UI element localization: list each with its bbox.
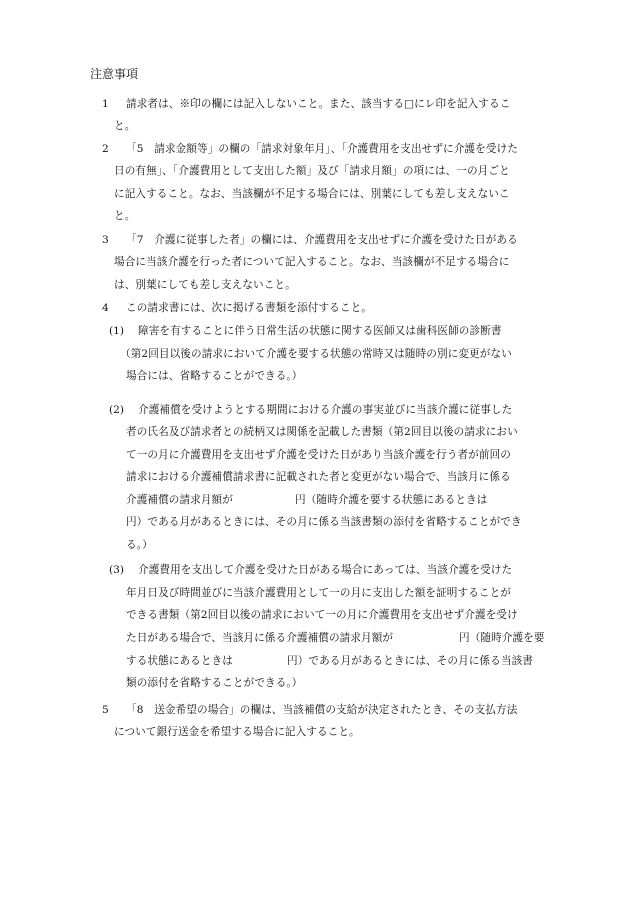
subitem-number-2: (2) (109, 404, 125, 416)
subitem-3-line-1: 介護費用を支出して介護を受けた日がある場合にあっては、当該介護を受けた (138, 564, 513, 576)
page-title: 注意事項 (90, 67, 139, 81)
subitem-number-1: (1) (109, 325, 125, 337)
subitem-3-line-5b: 円）である月があるときには、その月に係る当該書 (287, 655, 533, 667)
item-number-5: 5 (102, 704, 109, 716)
subitem-2-line-2: 者の氏名及び請求者との続柄又は関係を記載した書類（第2回目以後の請求におい (126, 426, 518, 438)
subitem-2-line-6: 円）である月があるときには、その月に係る当該書類の添付を省略することができ (126, 516, 522, 528)
item-2-line-2: 日の有無」、「介護費用として支出した額」及び「請求月額」の項には、一の月ごと (114, 165, 510, 177)
subitem-2-line-7: る。） (126, 539, 153, 551)
subitem-3-line-5a: する状態にあるときは (126, 655, 233, 667)
subitem-3-line-3: できる書類（第2回目以後の請求において一の月に介護費用を支出せず介護を受け (126, 609, 518, 621)
item-2-line-1: 「5 請求金額等」の欄の「請求対象年月」、「介護費用を支出せずに介護を受けた (126, 143, 518, 155)
item-2-line-4: と。 (114, 210, 136, 222)
subitem-2-line-3: て一の月に介護費用を支出せず介護を受けた日があり当該介護を行う者が前回の (126, 449, 511, 461)
item-number-3: 3 (102, 234, 109, 246)
item-5-line-1: 「8 送金希望の場合」の欄は、当該補償の支給が決定されたとき、その支払方法 (126, 704, 518, 716)
item-3-line-1: 「7 介護に従事した者」の欄には、介護費用を支出せずに介護を受けた日がある (126, 234, 518, 246)
item-4-line-1: この請求書には、次に掲げる書類を添付すること。 (126, 302, 372, 314)
item-number-1: 1 (102, 98, 109, 110)
item-number-2: 2 (102, 143, 109, 155)
subitem-3-line-4a: た日がある場合で、当該月に係る介護補償の請求月額が (126, 632, 394, 644)
subitem-1-line-2: （第2回目以後の請求において介護を要する状態の常時又は随時の別に変更がない (120, 348, 512, 360)
subitem-number-3: (3) (109, 564, 125, 576)
item-1-line-2: と。 (114, 120, 136, 132)
subitem-3-line-4b: 円（随時介護を要 (459, 632, 545, 644)
subitem-3-line-6: 類の添付を省略することができる。） (126, 677, 303, 689)
subitem-3-line-2: 年月日及び時間並びに当該介護費用として一の月に支出した額を証明することが (126, 587, 511, 599)
subitem-1-line-3: 場合には、省略することができる。） (126, 370, 303, 382)
subitem-1-line-1: 障害を有することに伴う日常生活の状態に関する医師又は歯科医師の診断書 (138, 325, 502, 337)
item-1-line-1: 請求者は、※印の欄には記入しないこと。また、該当する□にレ印を記入するこ (126, 98, 511, 110)
item-number-4: 4 (102, 302, 109, 314)
subitem-2-line-1: 介護補償を受けようとする期間における介護の事実並びに当該介護に従事した (138, 404, 513, 416)
item-5-line-2: について銀行送金を希望する場合に記入すること。 (114, 726, 360, 738)
subitem-2-line-5b: 円（随時介護を要する状態にあるときは (295, 494, 488, 506)
item-2-line-3: に記入すること。なお、当該欄が不足する場合には、別葉にしても差し支えないこ (114, 188, 510, 200)
item-3-line-3: は、別葉にしても差し支えないこと。 (114, 279, 296, 291)
subitem-2-line-5a: 介護補償の請求月額が (126, 494, 233, 506)
item-3-line-2: 場合に当該介護を行った者について記入すること。なお、当該欄が不足する場合に (114, 256, 510, 268)
subitem-2-line-4: 請求における介護補償請求書に記載された者と変更がない場合で、当該月に係る (126, 471, 511, 483)
